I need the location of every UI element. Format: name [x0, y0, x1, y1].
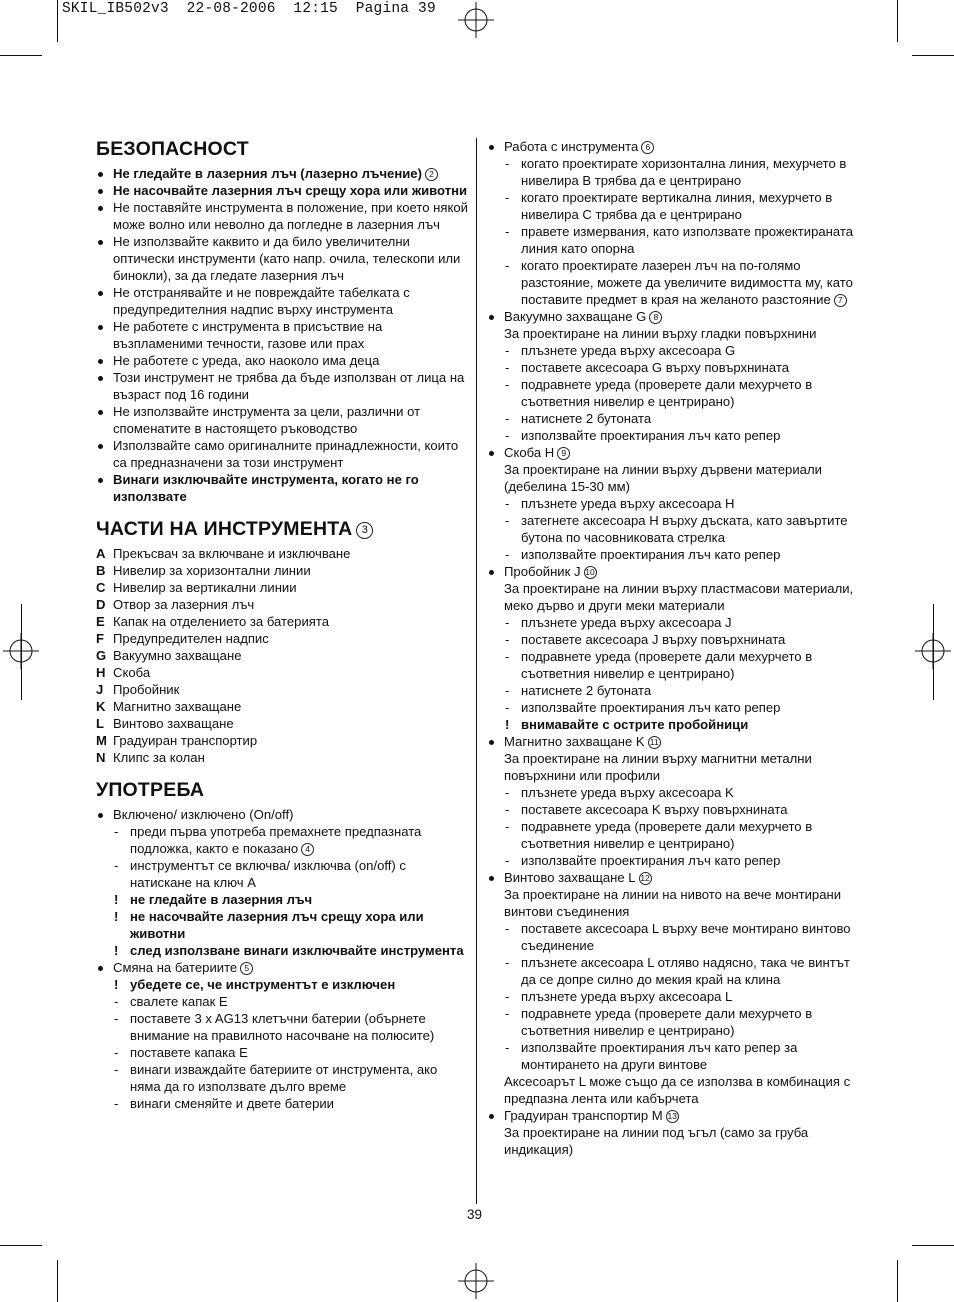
accessory-steps — [504, 495, 862, 563]
step-item — [504, 1039, 862, 1073]
accessory-item — [487, 308, 862, 444]
step-text: инструментът се включва/ изключва (on/off) с натискане на ключ A — [130, 858, 406, 890]
figure-ref: 2 — [425, 168, 438, 181]
dash-marker: - — [505, 513, 510, 528]
exclamation-mark: ! — [114, 977, 119, 992]
part-name: Нивелир за хоризонтални линии — [113, 563, 311, 578]
step-item — [504, 682, 862, 699]
figure-ref: 6 — [641, 141, 654, 154]
column-divider — [476, 138, 477, 1204]
accessory-label: Скоба H — [504, 445, 555, 460]
dash-marker: - — [114, 994, 119, 1009]
step-item — [504, 376, 862, 410]
safety-text: Не работете с инструмента в присъствие на възпламеними течности, газове или прах — [113, 319, 383, 351]
dash-marker: - — [505, 615, 510, 630]
step-text: когато проектирате хоризонтална линия, мехурчето в нивелира B трябва да е центрирано — [521, 156, 847, 188]
step-item — [504, 988, 862, 1005]
step-item — [504, 801, 862, 818]
step-text: когато проектирате лазерен лъч на по-голямо разстояние, можете да увеличите видимостта му, като поставите предмет в края на желаното разстояние — [521, 258, 853, 307]
step-text: плъзнете уреда върху аксесоара G — [521, 343, 736, 358]
step-item — [504, 852, 862, 869]
safety-heading: БЕЗОПАСНОСТ — [96, 138, 249, 160]
accessory-steps — [504, 784, 862, 869]
accessory-label: Винтово захващане L — [504, 870, 636, 885]
step-text: поставете 3 x AG13 клетъчни батерии (обърнете внимание на правилното насочване на полюсите) — [130, 1011, 435, 1043]
accessory-steps — [504, 614, 862, 733]
crop-mark — [0, 55, 42, 56]
part-name: Отвор за лазерния лъч — [113, 597, 255, 612]
safety-item — [96, 284, 468, 318]
dash-marker: - — [114, 1062, 119, 1077]
usage-item-label: Включено/ изключено (On/off) — [113, 807, 294, 822]
part-name: Вакуумно захващане — [113, 648, 242, 663]
step-item — [504, 1005, 862, 1039]
safety-text: Не насочвайте лазерния лъч срещу хора или животни — [113, 183, 468, 198]
dash-marker: - — [505, 955, 510, 970]
dash-marker: - — [114, 1011, 119, 1026]
accessory-description: За проектиране на линии върху дървени материали (дебелина 15-30 мм) — [504, 462, 822, 494]
warning-text: не гледайте в лазерния лъч — [130, 892, 313, 907]
safety-text: Не поставяйте инструмента в положение, при което някой може волно или неволно да погледне в лазерния лъч — [113, 200, 468, 232]
step-item — [113, 1061, 468, 1095]
part-name: Прекъсвач за включване и изключване — [113, 546, 351, 561]
usage-item-label: Смяна на батериите — [113, 960, 238, 975]
side-line — [933, 604, 934, 700]
dash-marker: - — [505, 411, 510, 426]
dash-marker: - — [114, 824, 119, 839]
step-item — [504, 512, 862, 546]
step-text: плъзнете уреда върху аксесоара J — [521, 615, 732, 630]
step-item — [504, 427, 862, 444]
step-item — [504, 410, 862, 427]
safety-list — [96, 165, 468, 505]
step-text: свалете капак E — [130, 994, 228, 1009]
accessory-item — [487, 444, 862, 563]
step-item — [504, 189, 862, 223]
dash-marker: - — [505, 496, 510, 511]
figure-ref: 13 — [667, 1111, 677, 1121]
accessory-item — [487, 1107, 862, 1158]
step-text: плъзнете уреда върху аксесоара L — [521, 989, 733, 1004]
safety-section — [96, 138, 468, 160]
parts-section — [96, 518, 468, 540]
accessory-label: Магнитно захващане K — [504, 734, 645, 749]
step-item — [504, 155, 862, 189]
dash-marker: - — [505, 360, 510, 375]
step-text: поставете аксесоара J върху повърхнината — [521, 632, 786, 647]
dash-marker: - — [505, 921, 510, 936]
dash-marker: - — [505, 190, 510, 205]
print-line: SKIL_IB502v3 22-08-2006 12:15 Pagina 39 — [62, 1, 436, 17]
safety-text: Не използвайте инструмента за цели, различни от споменатите в настоящето ръководство — [113, 404, 421, 436]
step-text: подравнете уреда (проверете дали мехурчето в съответния нивелир е центрирано) — [521, 377, 813, 409]
crop-mark — [57, 1260, 58, 1302]
step-item — [504, 920, 862, 954]
dash-marker: - — [505, 224, 510, 239]
part-name: Капак на отделението за батерията — [113, 614, 329, 629]
figure-ref: 10 — [585, 567, 595, 577]
dash-marker: - — [505, 802, 510, 817]
step-item — [113, 993, 468, 1010]
step-item — [504, 818, 862, 852]
accessory-item — [487, 138, 862, 308]
step-text: плъзнете уреда върху аксесоара K — [521, 785, 734, 800]
safety-text: Не гледайте в лазерния лъч (лазерно лъчение) — [113, 166, 422, 181]
accessory-steps — [504, 920, 862, 1073]
onoff-sublist — [113, 823, 468, 959]
accessory-description: За проектиране на линии на нивото на вече монтирани винтови съединения — [504, 887, 842, 919]
warning-item — [504, 716, 862, 733]
dash-marker: - — [505, 377, 510, 392]
part-letter: G — [96, 648, 107, 663]
exclamation-mark: ! — [505, 717, 510, 732]
exclamation-mark: ! — [114, 943, 119, 958]
part-name: Градуиран транспортир — [113, 733, 258, 748]
dash-marker: - — [505, 819, 510, 834]
safety-item — [96, 182, 468, 199]
step-text: използвайте проектирания лъч като репер за монтирането на други винтове — [521, 1040, 798, 1072]
dash-marker: - — [505, 700, 510, 715]
step-item — [504, 614, 862, 631]
part-letter: C — [96, 580, 106, 595]
safety-text: Не използвайте каквито и да било увеличителни оптически инструменти (като напр. очила, телескопи или бинокли), за да гледате лазерния лъч — [113, 234, 461, 283]
part-letter: M — [96, 733, 107, 748]
step-text: поставете капака E — [130, 1045, 248, 1060]
step-text: използвайте проектирания лъч като репер — [521, 547, 781, 562]
parts-heading — [96, 518, 468, 540]
crop-mark — [912, 55, 954, 56]
safety-item — [96, 352, 468, 369]
step-text: използвайте проектирания лъч като репер — [521, 853, 781, 868]
accessory-label: Работа с инструмента — [504, 139, 639, 154]
part-name: Винтово захващане — [113, 716, 234, 731]
safety-text: Не отстранявайте и не повреждайте табелката с предупредителния надпис върху инструмента — [113, 285, 410, 317]
step-text: когато проектирате вертикална линия, мехурчето в нивелира C трябва да е центрирано — [521, 190, 833, 222]
accessory-description: За проектиране на линии върху магнитни метални повърхнини или профили — [504, 751, 812, 783]
part-letter: A — [96, 546, 106, 561]
safety-item — [96, 199, 468, 233]
usage-heading: УПОТРЕБА — [96, 779, 205, 801]
accessory-description: За проектиране на линии върху гладки повърхнини — [504, 326, 817, 341]
part-letter: J — [96, 682, 104, 697]
step-item — [504, 954, 862, 988]
dash-marker: - — [505, 156, 510, 171]
step-item — [113, 1010, 468, 1044]
safety-item — [96, 233, 468, 284]
step-text: преди първа употреба премахнете предпазната подложка, както е показано — [130, 824, 422, 856]
crop-mark — [0, 1245, 42, 1246]
step-text: затегнете аксесоара H върху дъската, като завъртите бутона по часовниковата стрелка — [521, 513, 848, 545]
part-name: Пробойник — [113, 682, 180, 697]
figure-ref: 8 — [649, 311, 662, 324]
crop-mark — [57, 0, 58, 42]
warning-text: внимавайте с острите пробойници — [521, 717, 749, 732]
dash-marker: - — [505, 683, 510, 698]
accessory-label: Вакуумно захващане G — [504, 309, 647, 324]
step-item — [504, 648, 862, 682]
step-text: натиснете 2 бутоната — [521, 411, 652, 426]
warning-text: не насочвайте лазерния лъч срещу хора или животни — [130, 909, 424, 941]
step-text: използвайте проектирания лъч като репер — [521, 700, 781, 715]
usage-section — [96, 779, 468, 801]
step-item — [113, 823, 468, 857]
accessory-item — [487, 563, 862, 733]
usage-item-battery — [96, 959, 468, 1112]
step-item — [504, 342, 862, 359]
part-letter: H — [96, 665, 106, 680]
safety-item — [96, 471, 468, 505]
warning-item — [113, 942, 468, 959]
step-text: поставете аксесоара L върху вече монтирано винтово съединение — [521, 921, 851, 953]
page-number: 39 — [467, 1207, 483, 1222]
safety-text: Винаги изключвайте инструмента, когато не го използвате — [113, 472, 419, 504]
step-text: подравнете уреда (проверете дали мехурчето в съответния нивелир е центрирано) — [521, 1006, 813, 1038]
step-text: подравнете уреда (проверете дали мехурчето в съответния нивелир е центрирано) — [521, 819, 813, 851]
step-item — [113, 1044, 468, 1061]
part-name: Нивелир за вертикални линии — [113, 580, 297, 595]
step-item — [504, 546, 862, 563]
part-letter: E — [96, 614, 105, 629]
step-item — [113, 857, 468, 891]
safety-text: Не работете с уреда, ако наоколо има деца — [113, 353, 380, 368]
safety-item — [96, 403, 468, 437]
dash-marker: - — [505, 785, 510, 800]
usage-item-onoff — [96, 806, 468, 959]
accessory-label: Пробойник J — [504, 564, 581, 579]
safety-item — [96, 369, 468, 403]
step-text: поставете аксесоара K върху повърхнината — [521, 802, 788, 817]
warning-item — [113, 908, 468, 942]
right-column — [487, 138, 862, 1158]
exclamation-mark: ! — [114, 909, 119, 924]
step-text: плъзнете аксесоара L отляво надясно, така че винтът да се допре силно до мекия край на клина — [521, 955, 850, 987]
part-letter: K — [96, 699, 106, 714]
dash-marker: - — [505, 632, 510, 647]
warning-item — [113, 891, 468, 908]
accessory-note: Аксесоарът L може също да се използва в комбинация с предпазна лента или кабърчета — [504, 1074, 851, 1106]
usage-list — [96, 806, 468, 1112]
step-text: подравнете уреда (проверете дали мехурчето в съответния нивелир е центрирано) — [521, 649, 813, 681]
step-item — [504, 257, 862, 308]
part-name: Клипс за колан — [113, 750, 205, 765]
left-column — [96, 138, 468, 1112]
figure-ref: 7 — [834, 294, 847, 307]
dash-marker: - — [505, 1006, 510, 1021]
step-text: винаги сменяйте и двете батерии — [130, 1096, 335, 1111]
accessory-description: За проектиране на линии под ъгъл (само за груба индикация) — [504, 1125, 809, 1157]
figure-ref: 5 — [240, 962, 253, 975]
battery-sublist — [113, 976, 468, 1112]
accessory-steps — [504, 342, 862, 444]
step-text: използвайте проектирания лъч като репер — [521, 428, 781, 443]
figure-ref: 3 — [356, 522, 373, 539]
dash-marker: - — [505, 343, 510, 358]
accessory-list — [487, 138, 862, 1158]
step-text: плъзнете уреда върху аксесоара H — [521, 496, 735, 511]
accessory-label: Градуиран транспортир M — [504, 1108, 663, 1123]
safety-item — [96, 437, 468, 471]
dash-marker: - — [505, 258, 510, 273]
dash-marker: - — [505, 853, 510, 868]
accessory-item — [487, 733, 862, 869]
step-item — [113, 1095, 468, 1112]
step-item — [504, 359, 862, 376]
step-text: поставете аксесоара G върху повърхнината — [521, 360, 789, 375]
safety-text: Този инструмент не трябва да бъде използван от лица на възраст под 16 години — [113, 370, 465, 402]
step-text: правете измервания, като използвате прожектираната линия като опорна — [521, 224, 854, 256]
part-name: Магнитно захващане — [113, 699, 242, 714]
step-item — [504, 495, 862, 512]
crop-mark — [897, 0, 898, 42]
part-letter: B — [96, 563, 106, 578]
step-text: натиснете 2 бутоната — [521, 683, 652, 698]
figure-ref: 12 — [640, 873, 650, 883]
part-name: Скоба — [113, 665, 151, 680]
side-line — [21, 604, 22, 700]
dash-marker: - — [505, 989, 510, 1004]
dash-marker: - — [505, 1040, 510, 1055]
crop-mark — [897, 1260, 898, 1302]
step-item — [504, 699, 862, 716]
part-name: Предупредителен надпис — [113, 631, 269, 646]
safety-item — [96, 165, 468, 182]
accessory-description: За проектиране на линии върху пластмасови материали, меко дърво и други меки материали — [504, 581, 854, 613]
crop-mark — [912, 1245, 954, 1246]
exclamation-mark: ! — [114, 892, 119, 907]
warning-item — [113, 976, 468, 993]
warning-text: убедете се, че инструментът е изключен — [130, 977, 396, 992]
part-letter: D — [96, 597, 106, 612]
figure-ref: 11 — [648, 736, 661, 749]
accessory-item — [487, 869, 862, 1107]
parts-list — [96, 545, 468, 766]
dash-marker: - — [505, 547, 510, 562]
step-text: винаги изваждайте батериите от инструмента, ако няма да го използвате дълго време — [130, 1062, 438, 1094]
step-item — [504, 784, 862, 801]
step-item — [504, 631, 862, 648]
dash-marker: - — [114, 858, 119, 873]
dash-marker: - — [505, 428, 510, 443]
figure-ref: 4 — [301, 843, 314, 856]
dash-marker: - — [114, 1096, 119, 1111]
safety-item — [96, 318, 468, 352]
warning-text: след използване винаги изключвайте инструмента — [130, 943, 464, 958]
parts-heading-text: ЧАСТИ НА ИНСТРУМЕНТА — [96, 518, 353, 540]
part-letter: L — [96, 716, 104, 731]
part-letter: F — [96, 631, 104, 646]
dash-marker: - — [505, 649, 510, 664]
figure-ref: 9 — [557, 447, 570, 460]
registration-mark — [458, 1263, 494, 1299]
registration-mark — [458, 2, 494, 38]
part-letter: N — [96, 750, 106, 765]
step-item — [504, 223, 862, 257]
accessory-steps — [504, 155, 862, 308]
safety-text: Използвайте само оригиналните принадлежности, които са предназначени за този инструмент — [113, 438, 459, 470]
dash-marker: - — [114, 1045, 119, 1060]
